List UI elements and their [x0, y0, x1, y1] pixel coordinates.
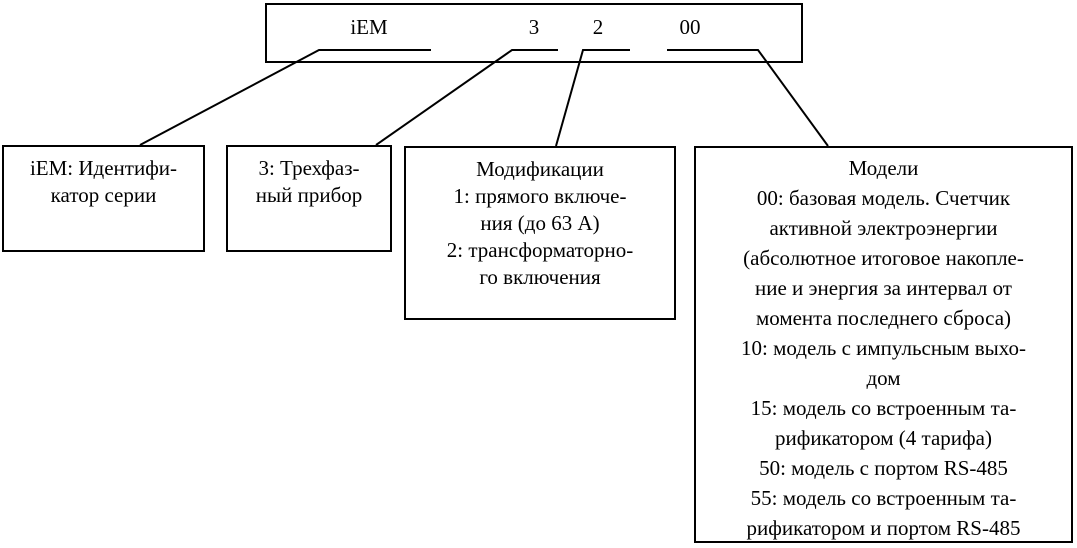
text-line: 3: Трехфаз-: [258, 156, 360, 180]
code-segment-modification: 2: [592, 15, 604, 39]
text-line: ние и энергия за интервал от: [755, 276, 1012, 300]
code-segment-iem: iEM: [350, 15, 388, 39]
text-line: рификатором (4 тарифа): [775, 426, 992, 450]
text-line: Модификации: [476, 157, 604, 181]
text-line: 1: прямого включе-: [453, 184, 627, 208]
text-line: катор серии: [50, 183, 157, 207]
callout-phase-box: [226, 145, 392, 252]
text-line: го включения: [479, 265, 601, 289]
text-line: 50: модель с портом RS-485: [759, 456, 1008, 480]
connector-model-line: [667, 50, 828, 146]
text-line: дом: [866, 366, 901, 390]
text-line: iEM: Идентифи-: [29, 156, 178, 180]
text-line: 15: модель со встроенным та-: [750, 396, 1017, 420]
text-line: ния (до 63 А): [480, 211, 600, 235]
text-line: активной электроэнергии: [769, 216, 998, 240]
text-line: 00: базовая модель. Счетчик: [756, 186, 1011, 210]
text-line: 2: трансформаторно-: [446, 238, 634, 262]
callout-series-box: [2, 145, 205, 252]
text-line: ный прибор: [255, 183, 363, 207]
text-line: Модели: [848, 156, 919, 180]
connector-iem-line: [140, 50, 431, 145]
text-line: (абсолютное итоговое накопле-: [743, 246, 1024, 270]
text-line: момента последнего сброса): [755, 306, 1012, 330]
callout-models-box: [694, 146, 1073, 543]
text-line: 10: модель с импульсным выхо-: [741, 336, 1026, 360]
code-segment-model: 00: [679, 15, 701, 39]
text-line: рификатором и портом RS-485: [746, 516, 1021, 540]
connector-phase-line: [376, 50, 558, 145]
callout-modifications-box: [404, 146, 676, 320]
product-code-box: [265, 3, 803, 63]
text-line: 55: модель со встроенным та-: [750, 486, 1017, 510]
code-segment-phase: 3: [528, 15, 540, 39]
connector-modification-line: [556, 50, 630, 146]
